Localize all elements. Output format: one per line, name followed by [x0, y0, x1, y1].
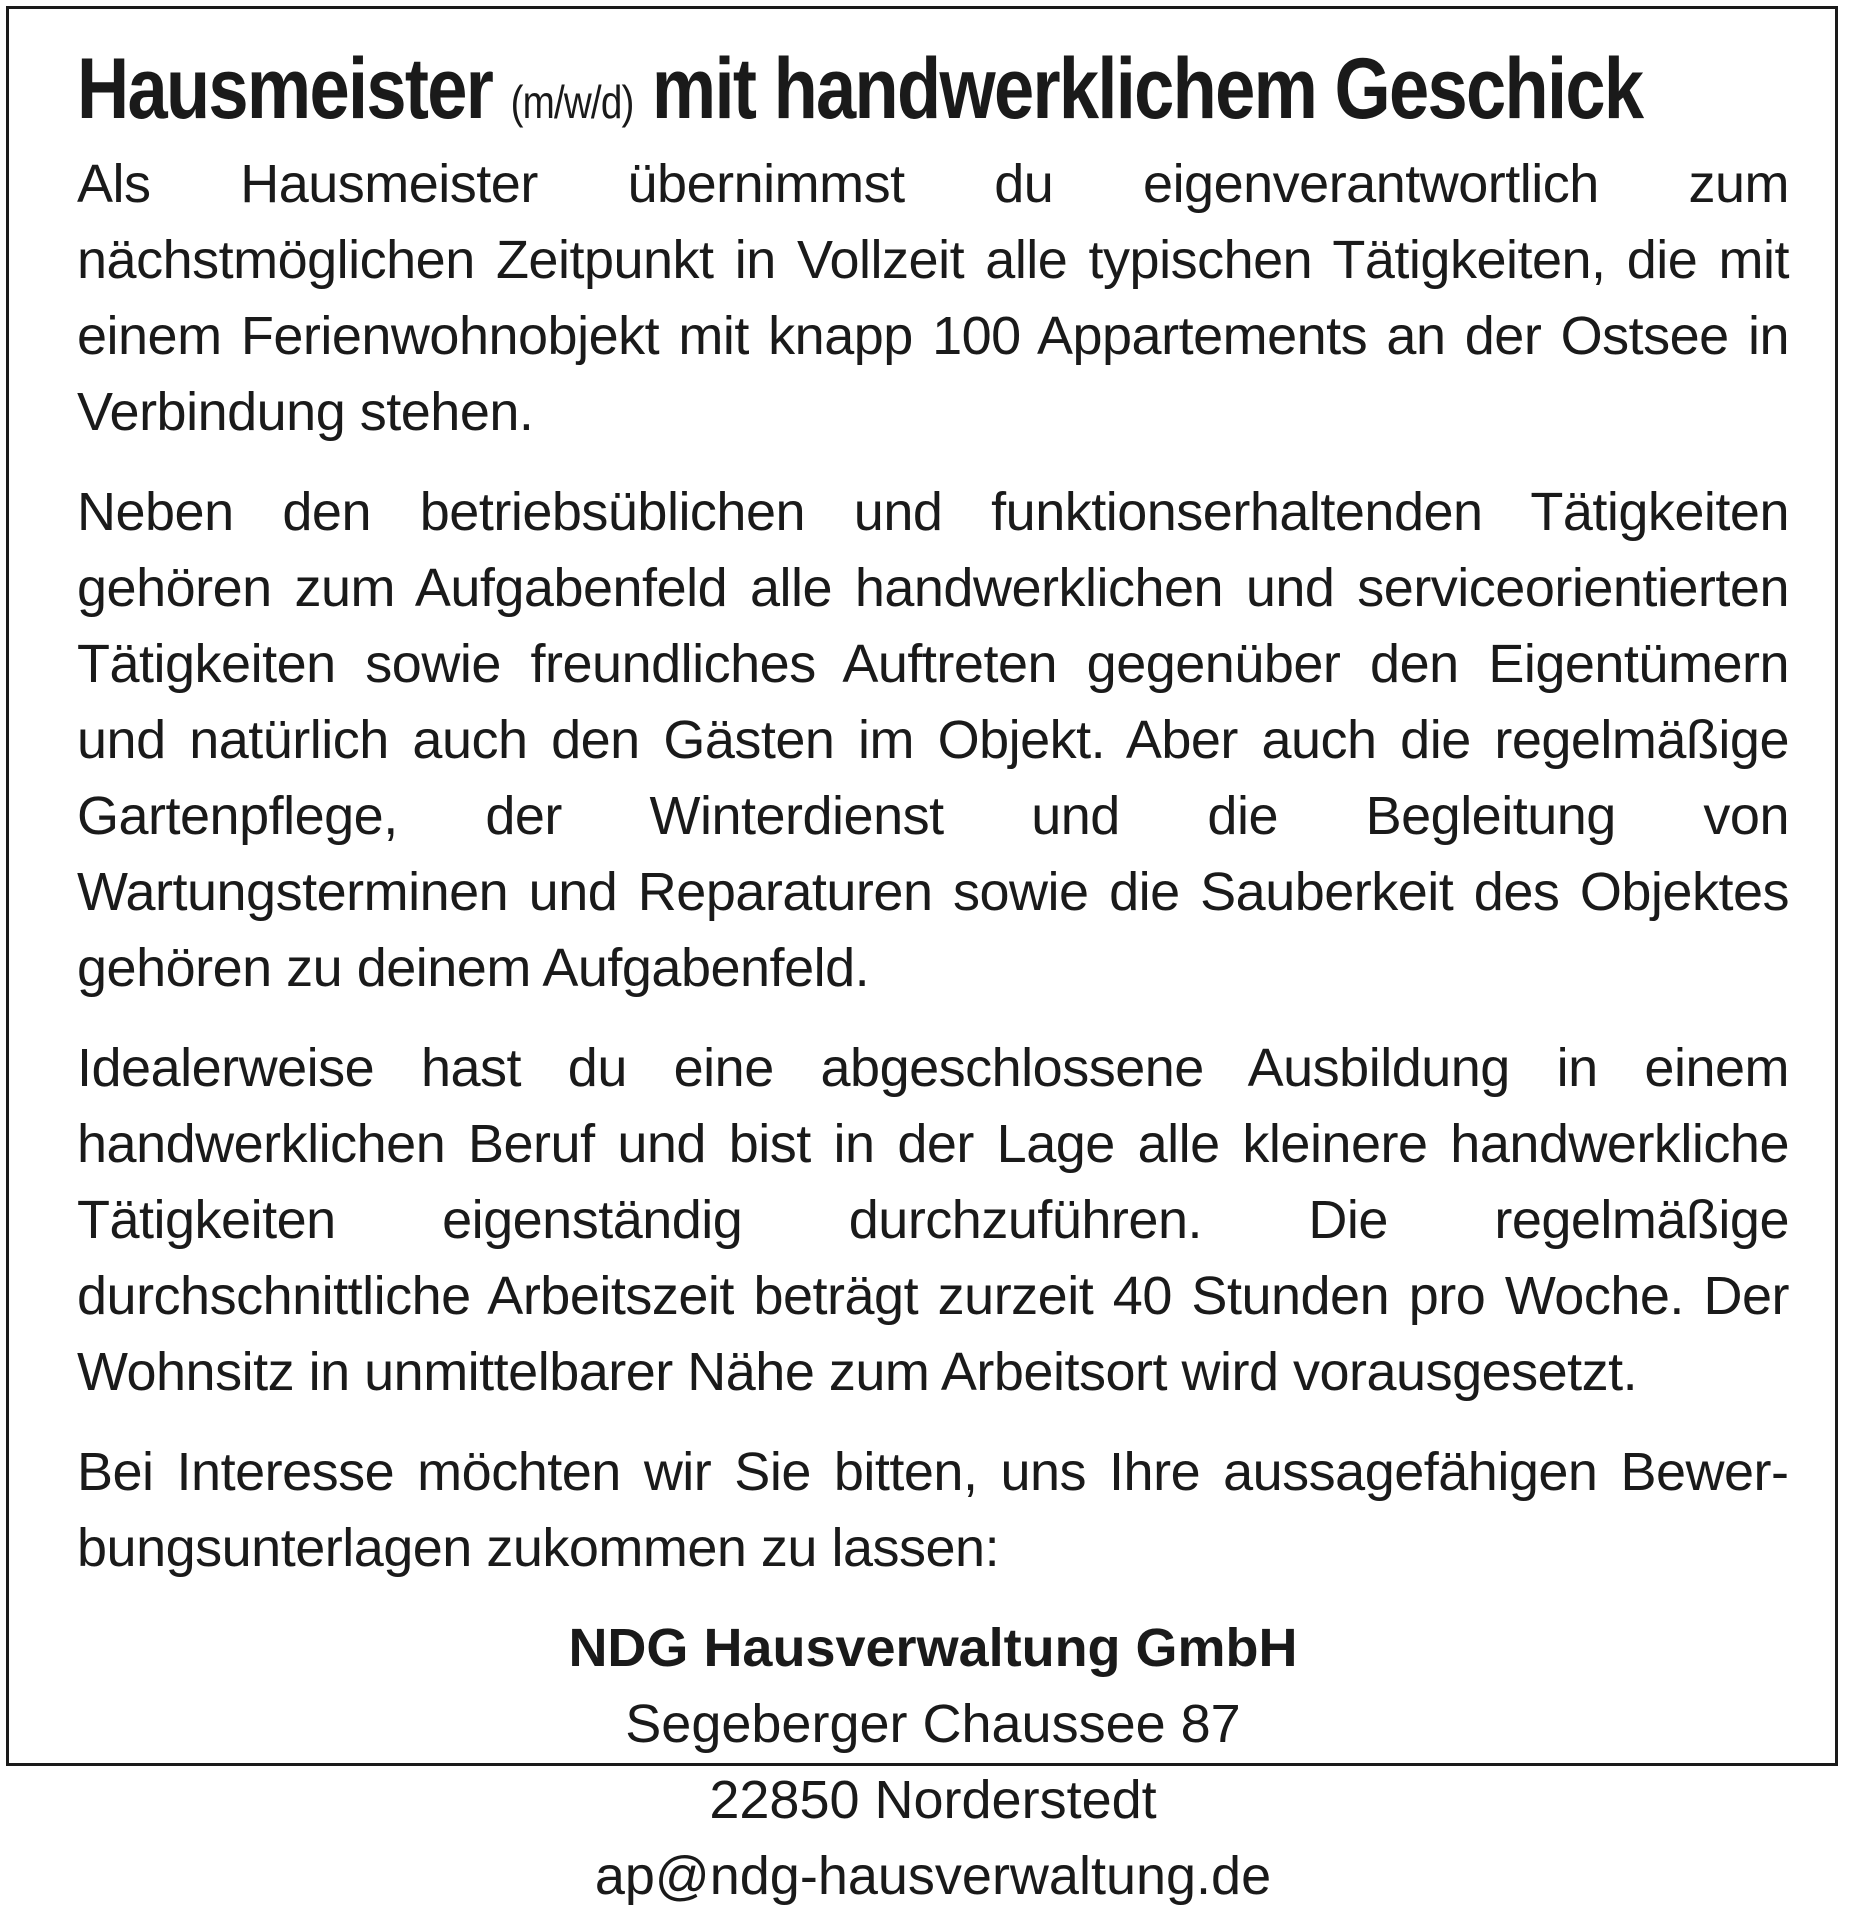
- company-name: NDG Hausverwaltung GmbH: [568, 1618, 1298, 1679]
- job-title-main: Hausmeister: [77, 41, 493, 137]
- company-email[interactable]: ap@ndg-hausverwaltung.de: [594, 1846, 1272, 1907]
- intro-paragraph: Als Hausmeister übernimmst du eigenverantwortlich zum nächstmöglichen Zeitpunkt in Vollzeit alle typischen Tätigkeiten, die mit einem Ferienwohnobjekt mit knapp 100 Appartements an der Ostsee in Verbindung stehen.: [77, 154, 1789, 443]
- tasks-paragraph: Neben den betriebsüblichen und funktionserhaltenden Tätigkeiten gehören zum Aufgabenfeld alle handwerklichen und serviceorientierten Tätigkeiten sowie freundliches Auftreten gegenüber den Eigentümern und natürlich auch den Gästen im Objekt. Aber auch die regelmäßige Gartenpflege, der Winterdienst und die Begleitung von Wartungsterminen und Reparaturen sowie die Sauberkeit des Objektes gehören zu deinem Aufgabenfeld.: [77, 482, 1789, 999]
- job-title: [77, 39, 1643, 140]
- company-street: Segeberger Chaussee 87: [625, 1694, 1241, 1755]
- job-ad-content: [77, 39, 1789, 1914]
- job-title-gender-note: (m/w/d): [510, 76, 634, 128]
- application-paragraph: Bei Interesse möchten wir Sie bitten, uns Ihre aussagefähigen Bewerbungsunterlagen zukommen zu lassen:: [77, 1442, 1789, 1579]
- company-city: 22850 Norderstedt: [709, 1770, 1157, 1831]
- job-title-suffix: mit handwerklichem Geschick: [651, 41, 1643, 137]
- requirements-paragraph: Idealerweise hast du eine abgeschlossene Ausbildung in einem handwerklichen Beruf und bist in der Lage alle kleinere handwerkliche Tätigkeiten eigenständig durchzuführen. Die regelmäßige durchschnittliche Arbeitszeit beträgt zurzeit 40 Stunden pro Woche. Der Wohnsitz in unmittelbarer Nähe zum Arbeitsort wird vorausgesetzt.: [77, 1038, 1789, 1403]
- contact-block: [77, 1610, 1789, 1914]
- job-ad-frame: [6, 6, 1838, 1907]
